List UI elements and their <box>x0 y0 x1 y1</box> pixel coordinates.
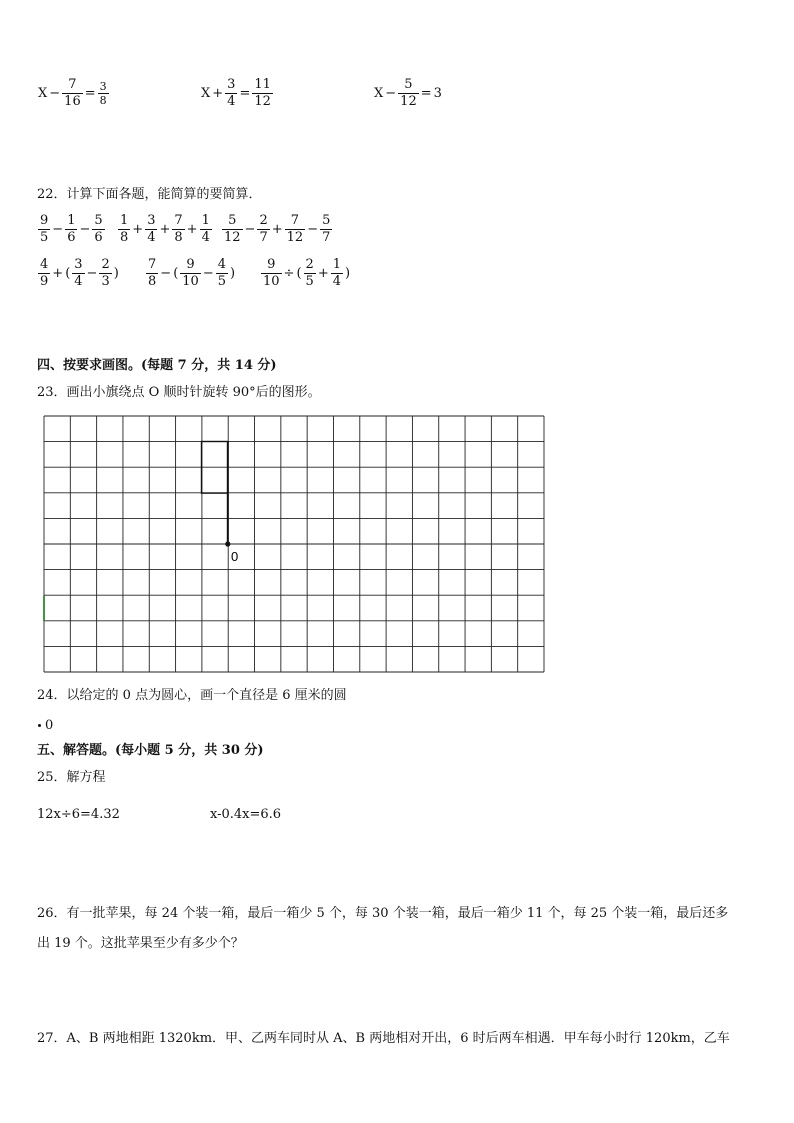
section-5-title: 五、解答题。(每小题 5 分，共 30 分) <box>37 743 264 758</box>
equation-1: X − $\frac{7}{16}$ = $\frac{3}{8}$ <box>38 77 107 109</box>
center-point <box>38 724 41 727</box>
q25-title: 25．解方程 <box>37 770 106 785</box>
q22-expr-a: $\frac{9}{5}$ − $\frac{1}{6}$ − $\frac{5}{6}$ <box>40 213 103 245</box>
q26-line-2: 出 19 个。这批苹果至少有多少个？ <box>37 936 244 951</box>
q22-expr-c: $\frac{5}{12}$ − $\frac{2}{7}$ + $\frac{7}{12}$ − $\frac{5}{7}$ <box>224 213 331 245</box>
point-o-label: 0 <box>231 549 239 564</box>
q22-title: 22．计算下面各题，能简算的要简算． <box>37 187 262 202</box>
q25-equation-1: 12x÷6=4.32 <box>37 807 120 822</box>
q24-title: 24．以给定的 0 点为圆心，画一个直径是 6 厘米的圆 <box>37 688 347 703</box>
equation-3: X − $\frac{5}{12}$ = 3 <box>374 77 442 109</box>
q22-expr-f: $\frac{9}{10}$ ÷ ( $\frac{2}{5}$ + $\frac{1}{4}$ ) <box>263 257 351 289</box>
equation-2: X + $\frac{3}{4}$ = $\frac{11}{12}$ <box>201 77 271 109</box>
q25-equation-2: x-0.4x=6.6 <box>210 807 282 822</box>
q26-line-1: 26．有一批苹果，每 24 个装一箱，最后一箱少 5 个，每 30 个装一箱，最后一箱少 11 个，每 25 个装一箱，最后还多 <box>37 906 729 921</box>
grid-svg <box>43 415 545 673</box>
q27-line-1: 27．A、B 两地相距 1320km．甲、乙两车同时从 A、B 两地相对开出，6 时后两车相遇．甲车每小时行 120km，乙车 <box>37 1031 730 1046</box>
point-o <box>225 541 230 546</box>
section-4-title: 四、按要求画图。(每题 7 分，共 14 分) <box>37 358 277 373</box>
q22-expr-e: $\frac{7}{8}$ − ( $\frac{9}{10}$ − $\frac{4}{5}$ ) <box>148 257 236 289</box>
grid-lines <box>44 416 544 672</box>
q23-title: 23．画出小旗绕点 O 顺时针旋转 90°后的图形。 <box>37 385 321 400</box>
q22-expr-b: $\frac{1}{8}$ + $\frac{3}{4}$ + $\frac{7}{8}$ + $\frac{1}{4}$ <box>120 213 210 245</box>
q22-expr-d: $\frac{4}{9}$ + ( $\frac{3}{4}$ − $\frac{2}{3}$ ) <box>40 257 119 289</box>
center-point-label: 0 <box>45 718 54 733</box>
rotation-grid <box>43 415 545 677</box>
